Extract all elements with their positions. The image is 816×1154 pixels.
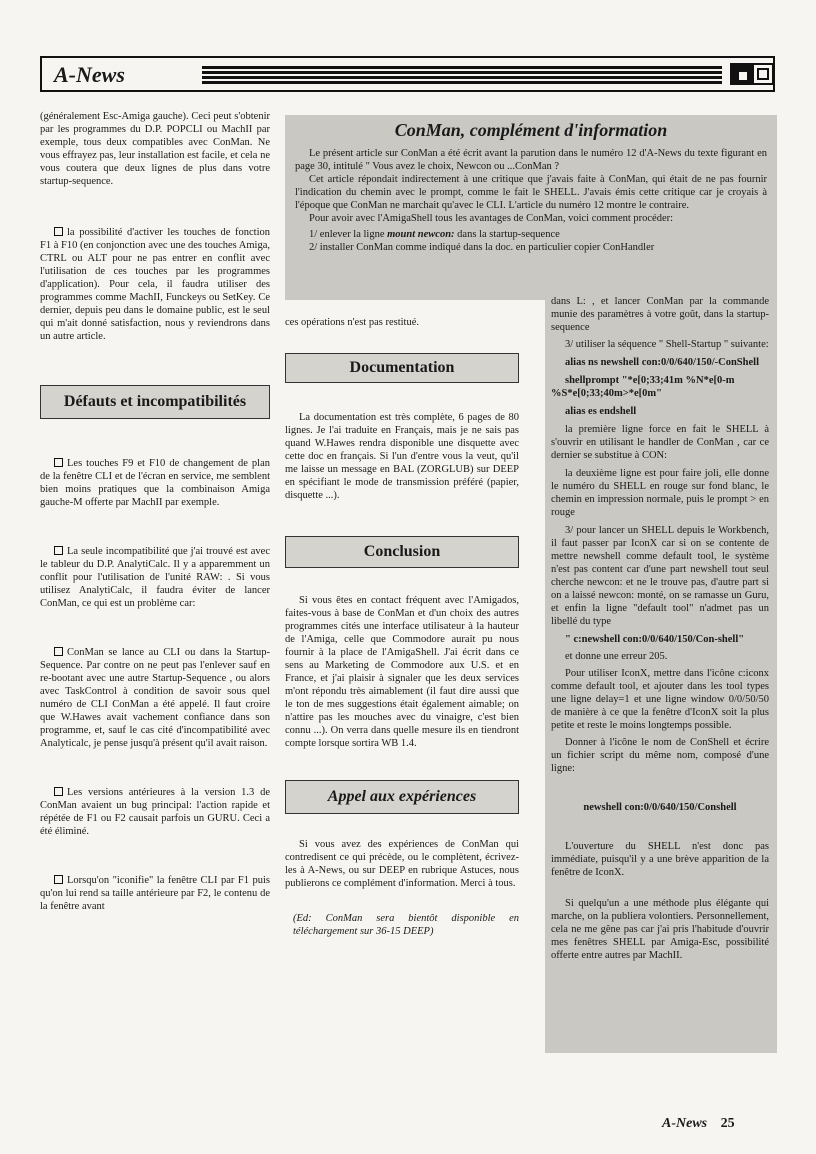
code-alias-ns: alias ns newshell con:0/0/640/150/-ConShell [565,357,759,368]
checkbox-bullet-icon [54,546,63,555]
info-step3: 3/ utiliser la séquence " Shell-Startup " suivante: [565,339,769,350]
defauts-heading: Défauts et incompatibilités [40,385,270,419]
documentation-heading: Documentation [285,353,519,383]
code-final: newshell con:0/0/640/150/Conshell [583,802,737,813]
checkbox-bullet-icon [54,787,63,796]
item-startup: ConMan se lance au CLI ou dans la Startup-Sequence. Par contre on ne peut pas l'enlever sauf en re-bootant avec une autre Startup-Sequence , ou alors avec TaskControl à condition de savoir sous quel numéro de CLI ConMan a été appelé. Il faut croire que W.Hawes avait vachement confiance dans son programme, et, sauf le cas cité d'incompatibilité avec Analyticalc, je pense jusqu'à présent qu'il avait raison. [40,647,270,749]
info-p1: Le présent article sur ConMan a été écrit avant la parution dans le numéro 12 d'A-News du texte figurant en page 30, intitulé " Vous avez le choix, Newcon ou ...ConMan ? [295,148,767,172]
item-f9-f10: Les touches F9 et F10 de changement de plan de la fenêtre CLI et de l'écran en service, me semblent bien moins pratiques que la combinaison Amiga gauche-M offerte par MachII par exemple. [40,458,270,508]
page-header [40,56,775,92]
code-alias-es: alias es endshell [565,406,637,417]
conclusion-text: Si vous êtes en contact fréquent avec l'Amigados, faites-vous à base de ConMan et d'un choix des autres programmes cités une interface utilisateur à la hauteur de l'Amiga, celle que Commodore aurait pu nous fournir à la place de l'AmigaShell. J'ai écrit dans ce sens au Marketing de Commodore aux U.S. et en France, et j'ai plaisir à signaler que les deux services m'ont répondu très aimablement (il faut dire aussi que le ton de mes suggestions était également aimable; on n'attire pas les mouches avec du vinaigre, c'est bien connu ...). On verra dans quelle mesure ils en tiendront compte lorsque sortira WB 1.4. [285,595,519,749]
info-panel-title: ConMan, complément d'information [394,120,668,140]
checkbox-bullet-icon [54,227,63,236]
info-panel [295,120,767,254]
item-versions: Les versions antérieures à la version 1.3 de ConMan avaient un bug principal: l'action rapide et répétée de F1 ou F2 causait parfois un GURU. Ceci a été éliminé. [40,787,270,837]
window-depth-icon [730,63,752,85]
info-panel-right-column [551,295,769,962]
info-p2: Cet article répondait indirectement à une critique que j'avais faite à ConMan, qui était de ne pas fournir l'indication du chemin avec le prompt, comme le fait le SHELL. J'avais émis cette critique car je croyais à l'époque que ConMan ne marchait qu'avec le CLI. L'article du numéro 12 montre le contraire. [295,174,767,211]
item-iconifie: Lorsqu'on "iconifie" la fenêtre CLI par F1 puis qu'on lui rend sa taille antérieure par F2, le contenu de la fenêtre avant [40,875,270,912]
info-step2-cont: dans L: , et lancer ConMan par la commande munie des paramètres à votre goût, dans la startup-sequence [551,296,769,333]
editor-note: (Ed: ConMan sera bientôt disponible en téléchargement sur 36-15 DEEP) [293,913,519,937]
code-cnewshell: " c:newshell con:0/0/640/150/Con-shell" [565,634,745,645]
middle-column [285,316,519,938]
info-expl3: 3/ pour lancer un SHELL depuis le Workbench, il faut passer par IconX car si on se contente de mettre newshell comme default tool, le système n'est pas content car d'une part newshell tout seul cherche newcon: et ne le trouve pas, d'autre part si on a laissé newcon: monté, on se ramasse un Guru, et enfin la ligne "default tool" n'admet pas un libellé du type [551,525,769,627]
info-erreur: et donne une erreur 205. [565,651,668,662]
header-rule-bars [202,66,722,84]
item-analyticalc: La seule incompatibilité que j'ai trouvé est avec le tableur du D.P. AnalytiCalc. Il y a apparemment un conflit pour l'utilisation de l'unité RAW: . Si vous utilisez AnalytiCalc, il faudra éviter de lancer ConMan, ce qui est un problème car: [40,546,270,609]
checkbox-bullet-icon [54,458,63,467]
info-donner: Donner à l'icône le nom de ConShell et écrire un fichier script du même nom, composé d'une ligne: [551,737,769,774]
appel-text: Si vous avez des expériences de ConMan qui contredisent ce qui précède, ou le complètent, écrivez-les à A-News, ou sur DEEP en rubrique Astuces, nous publierons ce complément d'information. Merci à tous. [285,839,519,889]
middle-restitue: ces opérations n'est pas restitué. [285,317,419,328]
info-expl2: la deuxième ligne est pour faire joli, elle donne le numéro du SHELL en rouge sur fond blanc, le chemin en impression normale, puis le prompt > en rouge [551,468,769,518]
window-front-icon [752,63,774,85]
checkbox-bullet-icon [54,875,63,884]
info-expl1: la première ligne force en fait le SHELL à s'ouvrir en utilisant le handler de ConMan , car ce dernier se substitue à CON: [551,424,769,461]
info-p3: Pour avoir avec l'AmigaShell tous les avantages de ConMan, voici comment procéder: [309,213,674,224]
appel-heading: Appel aux expériences [285,780,519,814]
left-column [40,110,270,913]
info-iconx: Pour utiliser IconX, mettre dans l'icône c:iconx comme default tool, et ajouter dans les tool types une ligne delay=1 et une ligne window 0/0/50/50 de manière à ce que la fenêtre d'IconX soit la plus petite et reste le moins longtemps possible. [551,668,769,731]
info-step2: 2/ installer ConMan comme indiqué dans la doc. en particulier copier ConHandler [309,242,655,253]
left-intro: (généralement Esc-Amiga gauche). Ceci peut s'obtenir par les programmes du D.P. POPCLI ou MachII par exemple, tous deux compatibles avec ConMan. Ne vous effrayez pas, leur installation est facile, et cela ne vous coutera que deux lignes de plus dans votre startup-sequence. [40,111,270,187]
header-title: A-News [54,62,125,87]
item-function-keys: la possibilité d'activer les touches de fonction F1 à F10 (en conjonction avec une des touches Amiga, CTRL ou ALT pour ne pas entrer en conflit avec l'utilisation de ces touches par les programmes d'application). Pour cela, il faudra utiliser des programmes comme MachII, Funckeys ou SetKey. Ce dernier, depuis peu dans le domaine public, est le seul qui m'ait donné satisfaction, nous y reviendrons dans un autre article. [40,227,270,342]
code-shellprompt: shellprompt "*e[0;33;41m %N*e[0-m %S*e[0;33;40m>*e[0m" [551,375,735,399]
info-step1: 1/ enlever la ligne mount newcon: dans la startup-sequence [309,229,560,240]
footer-page-number: 25 [720,1116,735,1131]
footer-publication: A-News [662,1116,708,1131]
documentation-text: La documentation est très complète, 6 pages de 80 lignes. Je l'ai traduite en Français, mais je ne sais pas quand W.Hawes rendra disponible une disquette avec cette doc en français. Si l'un d'entre vous la veut, qu'il me laisse un message en BAL (ZORGLUB) sur DEEP en spécifiant le mode de transmission préféré (papier, disquette ...). [285,412,519,501]
page-footer [662,1116,735,1132]
info-ouverture: L'ouverture du SHELL n'est donc pas immédiate, puisqu'il y a une brève apparition de la fenêtre de IconX. [551,841,769,878]
conclusion-heading: Conclusion [285,536,519,568]
info-quelquun: Si quelqu'un a une méthode plus élégante qui marche, on la publiera volontiers. Personnellement, cela ne me gêne pas car j'ai pris l'habitude d'ouvrir mes fenêtres SHELL par Amiga-Esc, possibilité offerte entre autres par MachII. [551,898,769,961]
checkbox-bullet-icon [54,647,63,656]
